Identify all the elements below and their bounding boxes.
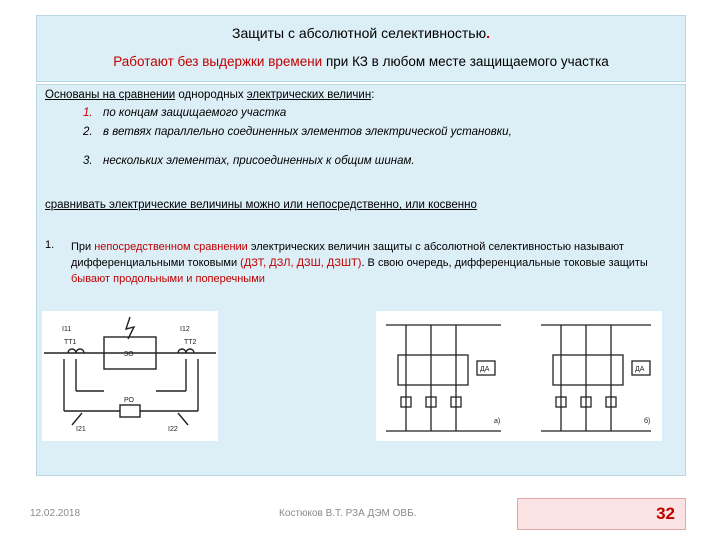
subtitle-rest: при КЗ в любом месте защищаемого участка bbox=[322, 54, 609, 69]
subtitle-emphasis: Работают без выдержки времени bbox=[113, 54, 323, 69]
content-panel bbox=[36, 84, 686, 476]
diff-protection-diagram bbox=[42, 311, 218, 441]
title-panel bbox=[36, 15, 686, 82]
footer-date: 12.02.2018 bbox=[30, 508, 81, 519]
label-da-b: ДА bbox=[635, 366, 645, 373]
compare-statement: сравнивать электрические величины можно или непосредственно, или косвенно bbox=[45, 199, 477, 211]
label-tt1: ТТ1 bbox=[64, 339, 77, 346]
page-number: 32 bbox=[656, 504, 675, 523]
label-ro: РО bbox=[124, 397, 134, 404]
label-i12: I12 bbox=[180, 326, 190, 333]
label-i11: I11 bbox=[62, 326, 72, 333]
slide-title: Защиты с абсолютной селективностью. bbox=[232, 25, 490, 41]
footer-author: Костюков В.Т. РЗА ДЭМ ОВБ. bbox=[279, 508, 417, 519]
basis-item-3: 3. нескольких элементах, присоединенных к общим шинам. bbox=[83, 155, 415, 167]
basis-heading: Основаны на сравнении однородных электрических величин: bbox=[45, 89, 375, 101]
label-zo: ЗО bbox=[124, 351, 134, 358]
basis-item-1: 1. по концам защищаемого участка bbox=[83, 107, 287, 119]
paragraph-text: При непосредственном сравнении электрических величин защиты с абсолютной селективностью называют дифференциальными токовыми (ДЗТ, ДЗЛ, ДЗШ, ДЗШТ). В свою очередь, дифференциальные токовые защиты бывают продольными и поперечными bbox=[71, 241, 648, 285]
label-i21: I21 bbox=[76, 426, 86, 433]
label-a: а) bbox=[494, 418, 501, 425]
transverse-protection-schematic bbox=[376, 311, 662, 441]
label-b: б) bbox=[644, 418, 651, 425]
paragraph-number: 1. bbox=[45, 239, 55, 251]
title-dot: . bbox=[486, 25, 490, 41]
label-tt2: ТТ2 bbox=[184, 339, 197, 346]
diff-protection-schematic bbox=[42, 311, 218, 441]
label-i22: I22 bbox=[168, 426, 178, 433]
basis-item-2: 2. в ветвях параллельно соединенных элементов электрической установки, bbox=[83, 126, 512, 138]
label-da-a: ДА bbox=[480, 366, 490, 373]
page-number-panel bbox=[517, 498, 686, 530]
slide-subtitle bbox=[37, 54, 685, 69]
transverse-protection-diagram bbox=[376, 311, 662, 441]
